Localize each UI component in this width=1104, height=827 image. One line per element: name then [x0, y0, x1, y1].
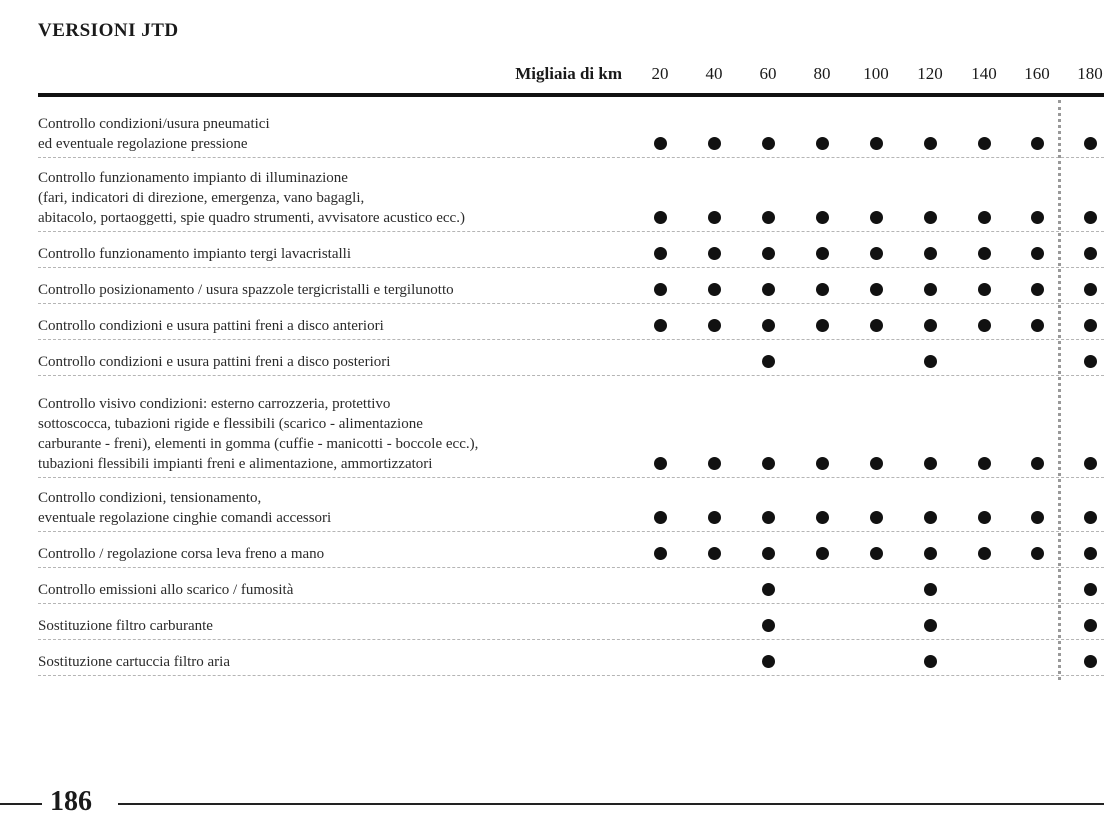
check-dot-180 [1084, 619, 1097, 632]
table-row [0, 236, 1104, 268]
row-label [38, 394, 628, 474]
footer-rule-right [118, 803, 1104, 805]
check-dot-180 [1084, 211, 1097, 224]
check-dot-180 [1084, 457, 1097, 470]
check-dot-60 [762, 355, 775, 368]
row-label-line: Controllo / regolazione corsa leva freno a mano [38, 546, 325, 562]
page-title: VERSIONI JTD [38, 20, 179, 41]
check-dot-20 [654, 547, 667, 560]
check-dot-120 [924, 511, 937, 524]
check-dot-100 [870, 283, 883, 296]
check-dot-20 [654, 283, 667, 296]
check-dot-160 [1031, 319, 1044, 332]
row-label-line: eventuale regolazione cinghie comandi accessori [38, 510, 332, 526]
table-row [0, 536, 1104, 568]
check-dot-140 [978, 137, 991, 150]
check-dot-80 [816, 137, 829, 150]
check-dot-100 [870, 547, 883, 560]
check-dot-160 [1031, 137, 1044, 150]
km-column-40: 40 [705, 64, 723, 83]
check-dot-180 [1084, 137, 1097, 150]
row-label [38, 168, 628, 228]
check-dot-60 [762, 137, 775, 150]
check-dot-120 [924, 319, 937, 332]
check-dot-140 [978, 511, 991, 524]
row-label [38, 114, 628, 154]
check-dot-160 [1031, 511, 1044, 524]
row-label [38, 616, 628, 636]
check-dot-40 [708, 137, 721, 150]
table-row [0, 572, 1104, 604]
check-dot-120 [924, 619, 937, 632]
row-label-line: Controllo visivo condizioni: esterno carrozzeria, protettivo [38, 396, 391, 412]
check-dot-60 [762, 247, 775, 260]
check-dot-60 [762, 457, 775, 470]
check-dot-60 [762, 211, 775, 224]
row-label-line: (fari, indicatori di direzione, emergenza, vano bagagli, [38, 190, 365, 206]
check-dot-60 [762, 319, 775, 332]
row-divider [38, 603, 1104, 604]
row-label [38, 280, 628, 300]
check-dot-120 [924, 547, 937, 560]
row-label-line: Controllo condizioni e usura pattini freni a disco posteriori [38, 354, 391, 370]
check-dot-140 [978, 247, 991, 260]
check-dot-80 [816, 547, 829, 560]
table-row [0, 108, 1104, 158]
row-divider [38, 231, 1104, 232]
row-divider [38, 567, 1104, 568]
check-dot-40 [708, 547, 721, 560]
check-dot-160 [1031, 247, 1044, 260]
row-divider [38, 267, 1104, 268]
row-label [38, 580, 628, 600]
check-dot-180 [1084, 583, 1097, 596]
check-dot-120 [924, 583, 937, 596]
header-rule [38, 93, 1104, 97]
check-dot-180 [1084, 283, 1097, 296]
check-dot-120 [924, 355, 937, 368]
check-dot-140 [978, 319, 991, 332]
check-dot-180 [1084, 355, 1097, 368]
row-label [38, 244, 628, 264]
check-dot-180 [1084, 511, 1097, 524]
row-divider [38, 675, 1104, 676]
row-label-line: Controllo emissioni allo scarico / fumosità [38, 582, 294, 598]
row-label [38, 316, 628, 336]
table-row [0, 484, 1104, 532]
check-dot-180 [1084, 655, 1097, 668]
km-column-120: 120 [917, 64, 943, 83]
check-dot-160 [1031, 547, 1044, 560]
check-dot-120 [924, 457, 937, 470]
binding-edge-shadow [1058, 100, 1061, 680]
row-label-line: Sostituzione filtro carburante [38, 618, 213, 634]
check-dot-80 [816, 319, 829, 332]
check-dot-60 [762, 583, 775, 596]
row-label-line: carburante - freni), elementi in gomma (cuffie - manicotti - boccole ecc.), [38, 436, 479, 452]
check-dot-40 [708, 247, 721, 260]
km-column-80: 80 [813, 64, 831, 83]
check-dot-180 [1084, 247, 1097, 260]
row-label [38, 488, 628, 528]
check-dot-140 [978, 457, 991, 470]
check-dot-140 [978, 547, 991, 560]
row-label-line: Controllo funzionamento impianto di illuminazione [38, 170, 348, 186]
check-dot-160 [1031, 457, 1044, 470]
check-dot-100 [870, 247, 883, 260]
row-divider [38, 339, 1104, 340]
check-dot-20 [654, 247, 667, 260]
check-dot-20 [654, 211, 667, 224]
row-label [38, 544, 628, 564]
check-dot-100 [870, 511, 883, 524]
table-row [0, 608, 1104, 640]
row-label-line: sottoscocca, tubazioni rigide e flessibili (scarico - alimentazione [38, 416, 423, 432]
check-dot-60 [762, 655, 775, 668]
km-column-60: 60 [759, 64, 777, 83]
row-label-line: Controllo posizionamento / usura spazzole tergicristalli e tergilunotto [38, 282, 454, 298]
table-header [0, 62, 1104, 90]
check-dot-100 [870, 319, 883, 332]
check-dot-40 [708, 319, 721, 332]
table-row [0, 344, 1104, 376]
check-dot-40 [708, 511, 721, 524]
check-dot-120 [924, 247, 937, 260]
table-row [0, 164, 1104, 232]
row-divider [38, 375, 1104, 376]
check-dot-100 [870, 137, 883, 150]
row-divider [38, 639, 1104, 640]
row-label-line: Controllo funzionamento impianto tergi lavacristalli [38, 246, 351, 262]
check-dot-120 [924, 211, 937, 224]
check-dot-80 [816, 457, 829, 470]
check-dot-160 [1031, 211, 1044, 224]
table-row [0, 644, 1104, 676]
km-column-160: 160 [1024, 64, 1050, 83]
check-dot-40 [708, 283, 721, 296]
row-label [38, 352, 628, 372]
check-dot-120 [924, 137, 937, 150]
check-dot-20 [654, 457, 667, 470]
table-row [0, 380, 1104, 478]
row-divider [38, 303, 1104, 304]
check-dot-60 [762, 511, 775, 524]
km-column-20: 20 [651, 64, 669, 83]
footer-rule-left [0, 803, 42, 805]
check-dot-100 [870, 457, 883, 470]
check-dot-120 [924, 283, 937, 296]
km-column-100: 100 [863, 64, 889, 83]
row-divider [38, 157, 1104, 158]
check-dot-60 [762, 283, 775, 296]
table-row [0, 272, 1104, 304]
km-column-180: 180 [1077, 64, 1103, 83]
check-dot-80 [816, 511, 829, 524]
row-label-line: Controllo condizioni/usura pneumatici [38, 116, 270, 132]
check-dot-20 [654, 319, 667, 332]
check-dot-40 [708, 211, 721, 224]
table-row [0, 308, 1104, 340]
row-label [38, 652, 628, 672]
check-dot-140 [978, 211, 991, 224]
check-dot-60 [762, 547, 775, 560]
row-label-line: abitacolo, portaoggetti, spie quadro strumenti, avvisatore acustico ecc.) [38, 210, 465, 226]
check-dot-40 [708, 457, 721, 470]
check-dot-180 [1084, 547, 1097, 560]
check-dot-80 [816, 211, 829, 224]
check-dot-20 [654, 511, 667, 524]
check-dot-20 [654, 137, 667, 150]
row-divider [38, 531, 1104, 532]
km-column-140: 140 [971, 64, 997, 83]
check-dot-100 [870, 211, 883, 224]
check-dot-180 [1084, 319, 1097, 332]
km-header-label: Migliaia di km [515, 64, 622, 83]
row-label-line: ed eventuale regolazione pressione [38, 136, 248, 152]
row-label-line: Controllo condizioni e usura pattini freni a disco anteriori [38, 318, 384, 334]
check-dot-80 [816, 247, 829, 260]
row-label-line: Sostituzione cartuccia filtro aria [38, 654, 231, 670]
check-dot-140 [978, 283, 991, 296]
check-dot-60 [762, 619, 775, 632]
row-divider [38, 477, 1104, 478]
page-number: 186 [50, 786, 92, 817]
check-dot-120 [924, 655, 937, 668]
check-dot-80 [816, 283, 829, 296]
check-dot-160 [1031, 283, 1044, 296]
row-label-line: Controllo condizioni, tensionamento, [38, 490, 262, 506]
row-label-line: tubazioni flessibili impianti freni e alimentazione, ammortizzatori [38, 456, 433, 472]
